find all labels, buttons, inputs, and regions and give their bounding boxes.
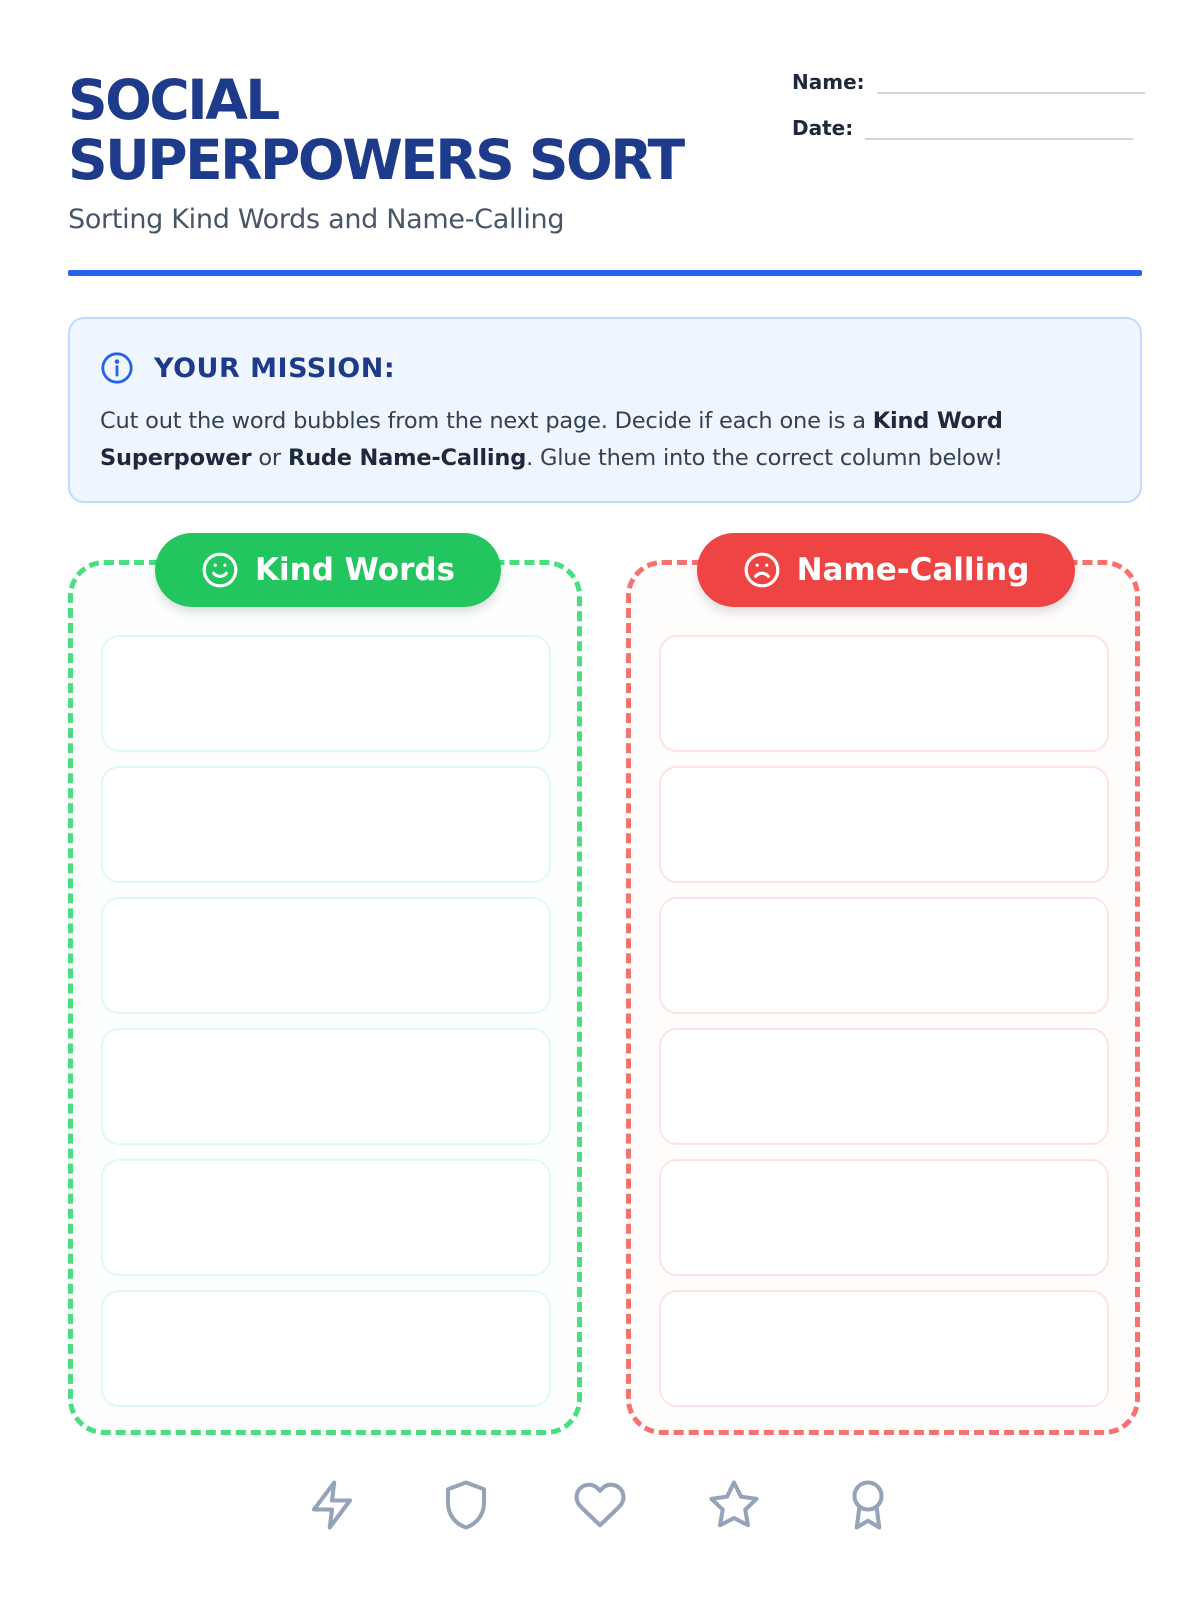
glue-slot[interactable] — [101, 1159, 551, 1276]
kind-words-header — [155, 533, 501, 607]
mission-bold-rude: Rude Name-Calling — [287, 445, 527, 471]
star-icon — [707, 1478, 761, 1532]
name-calling-header — [697, 533, 1075, 607]
title-line-2: SUPERPOWERS SORT — [68, 128, 683, 192]
glue-slot[interactable] — [101, 1290, 551, 1407]
award-icon — [841, 1478, 895, 1532]
mission-header — [100, 351, 1110, 385]
mission-instructions — [100, 403, 1110, 477]
smile-icon — [201, 551, 239, 589]
glue-slot[interactable] — [659, 1028, 1109, 1145]
name-label: Name: — [792, 70, 865, 94]
mission-bold-kind: Kind Word Superpower — [100, 408, 1003, 471]
name-field[interactable] — [792, 70, 1145, 94]
glue-slot[interactable] — [659, 1290, 1109, 1407]
glue-slot[interactable] — [659, 1159, 1109, 1276]
mission-text-part: . Glue them into the correct column below! — [526, 445, 1003, 471]
name-calling-label: Name-Calling — [796, 552, 1030, 588]
mission-text-part: Cut out the word bubbles from the next page. Decide if each one is a — [100, 408, 873, 434]
date-label: Date: — [792, 116, 854, 140]
glue-slot[interactable] — [659, 897, 1109, 1014]
glue-slot[interactable] — [659, 635, 1109, 752]
footer-icons — [0, 1478, 1200, 1532]
date-line[interactable] — [865, 118, 1133, 140]
kind-words-column — [68, 552, 582, 1435]
glue-slot[interactable] — [659, 766, 1109, 883]
glue-slot[interactable] — [101, 766, 551, 883]
glue-slot[interactable] — [101, 897, 551, 1014]
glue-slot[interactable] — [101, 635, 551, 752]
name-calling-column — [626, 552, 1140, 1435]
mission-box — [68, 317, 1142, 503]
page-subtitle: Sorting Kind Words and Name-Calling — [68, 204, 565, 235]
frown-icon — [743, 551, 781, 589]
name-line[interactable] — [877, 72, 1145, 94]
page-title — [68, 70, 683, 190]
mission-text-part: or — [251, 445, 288, 471]
kind-words-label: Kind Words — [254, 552, 456, 588]
worksheet-header — [68, 68, 1142, 248]
info-icon — [100, 351, 134, 385]
title-line-1: SOCIAL — [68, 68, 278, 132]
shield-icon — [439, 1478, 493, 1532]
date-field[interactable] — [792, 116, 1133, 140]
lightning-icon — [305, 1478, 359, 1532]
glue-slot[interactable] — [101, 1028, 551, 1145]
mission-title: YOUR MISSION: — [154, 352, 396, 384]
header-divider — [68, 270, 1142, 276]
heart-icon — [573, 1478, 627, 1532]
rude-slots — [659, 635, 1109, 1421]
kind-slots — [101, 635, 551, 1421]
